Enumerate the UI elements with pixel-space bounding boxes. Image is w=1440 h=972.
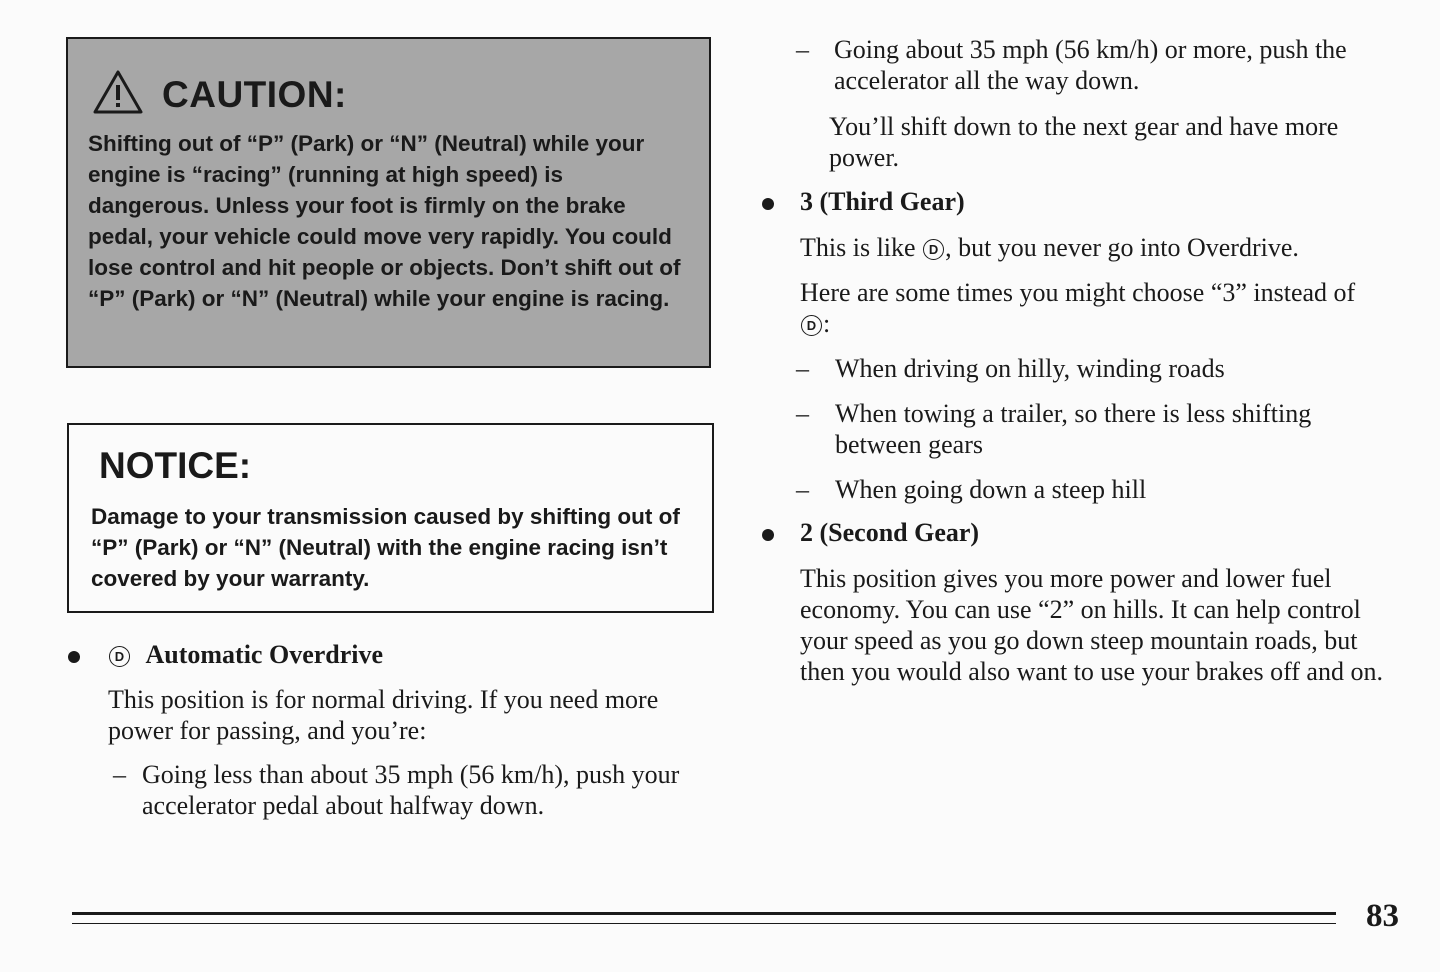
second-gear-heading: 2 (Second Gear) bbox=[800, 518, 980, 547]
drive-circle-icon: D bbox=[109, 646, 130, 667]
third-gear-line-1-end: , but you never go into Overdrive. bbox=[945, 233, 1299, 262]
dash-marker: – bbox=[796, 35, 809, 64]
drive-circle-icon: D bbox=[801, 315, 822, 336]
third-gear-heading: 3 (Third Gear) bbox=[800, 187, 965, 216]
caution-box bbox=[66, 37, 711, 368]
bullet-icon bbox=[762, 198, 774, 210]
second-gear-text: This position gives you more power and lower fuel economy. You can use “2” on hills. It can help control your speed as you go down steep mountain roads, but then you would also want to use your brakes off and on. bbox=[800, 564, 1383, 686]
warning-triangle-icon bbox=[92, 69, 144, 120]
overdrive-intro: This position is for normal driving. If you need more power for passing, and you’re: bbox=[108, 685, 659, 745]
third-gear-line-1-start: This is like bbox=[800, 233, 916, 262]
caution-text: Shifting out of “P” (Park) or “N” (Neutral) while your engine is “racing” (running at high speed) is dangerous. Unless your foot is firmly on the brake pedal, your vehicle could move very rapidly. You could lose control and hit people or objects. Don’t shift out of “P” (Park) or “N” (Neutral) while your engine is racing. bbox=[88, 131, 681, 311]
footer-rule-thin bbox=[72, 923, 1336, 924]
overdrive-heading bbox=[108, 640, 383, 670]
overdrive-item-2: Going about 35 mph (56 km/h) or more, push the accelerator all the way down. bbox=[834, 35, 1347, 95]
dash-marker: – bbox=[796, 354, 809, 383]
page-number: 83 bbox=[1366, 898, 1399, 934]
third-gear-item: When towing a trailer, so there is less shifting between gears bbox=[835, 399, 1312, 459]
bullet-icon bbox=[68, 651, 80, 663]
caution-header bbox=[92, 69, 347, 120]
drive-circle-icon: D bbox=[923, 239, 944, 260]
third-gear-line-2-suffix: : bbox=[823, 309, 831, 338]
notice-title: NOTICE: bbox=[99, 445, 252, 486]
dash-marker: – bbox=[796, 399, 809, 428]
dash-marker: – bbox=[113, 760, 126, 789]
third-gear-line-1 bbox=[800, 232, 1410, 263]
footer-rule bbox=[72, 912, 1336, 915]
overdrive-result: You’ll shift down to the next gear and have more power. bbox=[829, 112, 1339, 172]
third-gear-line-2-text: Here are some times you might choose “3” instead of bbox=[800, 278, 1356, 307]
caution-title: CAUTION: bbox=[162, 73, 347, 115]
third-gear-item: When going down a steep hill bbox=[835, 475, 1147, 504]
notice-text: Damage to your transmission caused by shifting out of “P” (Park) or “N” (Neutral) with the engine racing isn’t covered by your warranty. bbox=[91, 504, 680, 591]
third-gear-item: When driving on hilly, winding roads bbox=[835, 354, 1225, 383]
notice-box bbox=[67, 423, 714, 613]
overdrive-item-1: Going less than about 35 mph (56 km/h), push your accelerator pedal about halfway down. bbox=[142, 760, 680, 820]
overdrive-heading-text: Automatic Overdrive bbox=[145, 640, 384, 669]
third-gear-line-2 bbox=[800, 277, 1410, 339]
dash-marker: – bbox=[796, 475, 809, 504]
bullet-icon bbox=[762, 529, 774, 541]
